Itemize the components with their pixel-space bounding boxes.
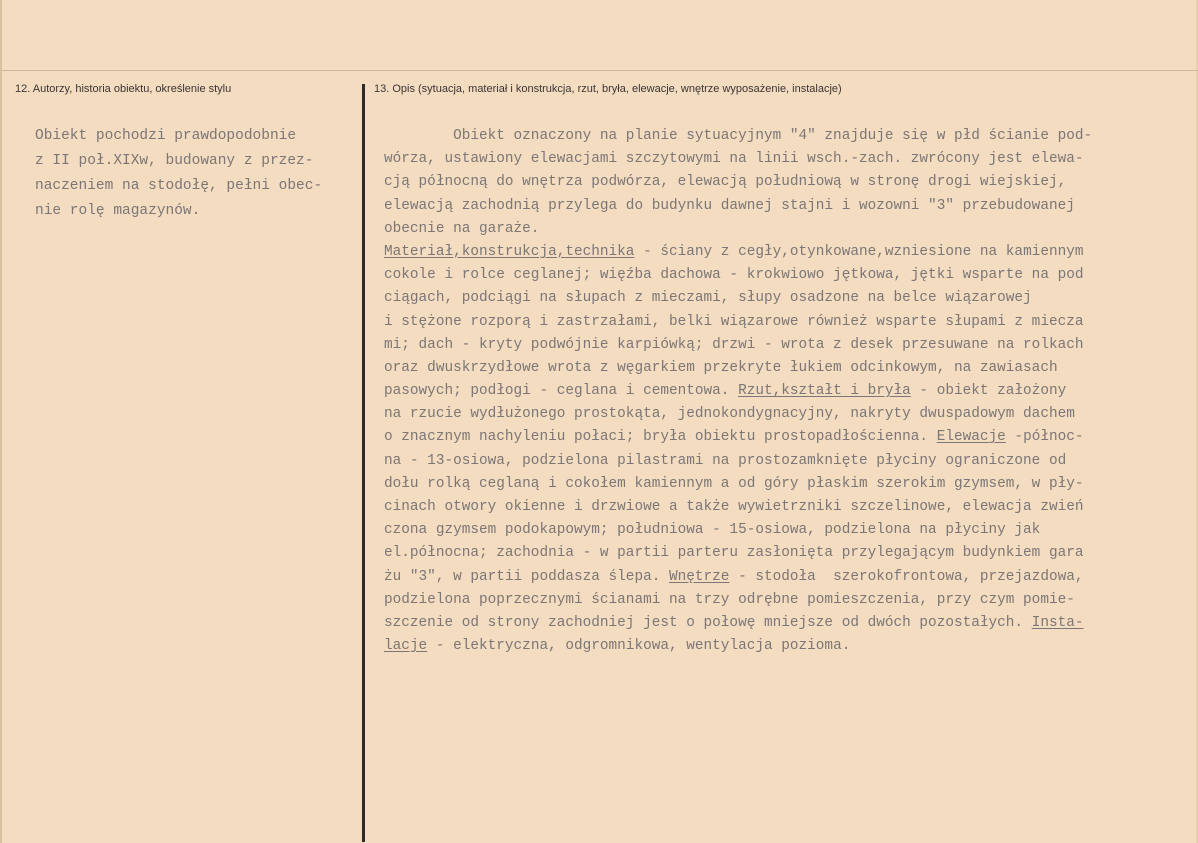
history-text-line: Obiekt pochodzi prawdopodobnie [35,128,297,144]
text-segment: szczenie od strony zachodniej jest o połowę mniejsze od dwóch pozostałych. [384,614,1032,631]
subsection-label: Insta- [1031,614,1084,631]
history-text-line: z II poł.XIXw, budowany z przez- [35,153,314,169]
text-segment: el.północna; zachodnia - w partii parteru zasłonięta przylegającym budynkiem gara [384,545,1084,562]
section-13-heading: 13. Opis (sytuacja, materiał i konstrukcja, rzut, bryła, elewacje, wnętrze wyposażenie, instalacje) [374,83,842,95]
text-segment: ciągach, podciągi na słupach z mieczami, słupy osadzone na belce wiązarowej [384,290,1032,307]
description-text-line [384,473,1092,496]
text-segment: - stodoła szerokofrontowa, przejazdowa, [729,568,1084,585]
description-text-line [384,357,1092,380]
text-segment: żu "3", w partii poddasza ślepa. [384,568,669,585]
text-segment: mi; dach - kryty podwójnie karpiówką; drzwi - wrota z desek przesuwane na rolkach [384,336,1084,353]
text-segment: na - 13-osiowa, podzielona pilastrami na prostozamknięte płyciny ograniczone od [384,452,1067,469]
description-text-line [384,426,1092,449]
text-segment: i stężone rozporą i zastrzałami, belki wiązarowe również wsparte słupami z miecza [384,313,1084,330]
description-text-line [384,635,1092,658]
history-text-line: nie rolę magazynów. [35,203,201,219]
section-12-heading: 12. Autorzy, historia obiektu, określenie stylu [15,83,232,95]
text-segment: o znacznym nachyleniu połaci; bryła obiektu prostopadłościenna. [384,429,937,446]
column-divider [362,84,365,842]
description-text-line [384,125,1092,148]
card-top-rule [2,70,1198,71]
text-segment: -północ- [1005,429,1084,446]
description-text-line [384,542,1092,565]
text-segment: oraz dwuskrzydłowe wrota z węgarkiem przekryte łukiem odcinkowym, na zawiasach [384,359,1058,376]
text-segment: pasowych; podłogi - ceglana i cementowa. [384,383,739,400]
description-text-line [384,287,1092,310]
description-text-line [384,334,1092,357]
description-text-line [384,403,1092,426]
text-segment: wórza, ustawiony elewacjami szczytowymi na linii wsch.-zach. zwrócony jest elewa- [384,151,1084,168]
text-segment: cinach otwory okienne i drzwiowe a także wywietrzniki szczelinowe, elewacja zwień [384,499,1084,515]
text-segment: Obiekt oznaczony na planie sytuacyjnym "4" znajduje się w płd ścianie pod- [384,128,1093,144]
description-text [384,125,1092,658]
history-text [35,124,322,224]
text-segment: dołu rolką ceglaną i cokołem kamiennym a od góry płaskim szerokim gzymsem, w pły- [384,475,1084,492]
description-text-line [384,264,1092,287]
text-segment: - ściany z cegły,otynkowane,wzniesione na kamiennym [634,243,1084,260]
description-text-line [384,450,1092,473]
text-segment: podzielona poprzecznymi ścianami na trzy odrębne pomieszczenia, przy czym pomie- [384,591,1075,608]
subsection-label: Materiał,konstrukcja,technika [384,243,635,260]
description-text-line [384,171,1092,194]
description-text-line [384,612,1092,635]
text-segment: na rzucie wydłużonego prostokąta, jednokondygnacyjny, nakryty dwuspadowym dachem [384,406,1075,423]
description-text-line [384,241,1092,264]
description-text-line [384,589,1092,612]
description-text-line [384,218,1092,241]
text-segment: obecnie na garaże. [384,220,540,237]
subsection-label: Rzut,kształt i bryła [738,383,911,400]
subsection-label: Elewacje [936,429,1006,446]
description-text-line [384,519,1092,542]
subsection-label: Wnętrze [668,568,730,585]
text-segment: czona gzymsem podokapowym; południowa - 15-osiowa, podzielona na płyciny jak [384,522,1041,539]
text-segment: - elektryczna, odgromnikowa, wentylacja pozioma. [427,638,851,655]
subsection-label: lacje [384,638,428,655]
description-text-line [384,148,1092,171]
description-text-line [384,566,1092,589]
description-text-line [384,380,1092,403]
text-segment: cją północną do wnętrza podwórza, elewacją południową w stronę drogi wiejskiej, [384,174,1067,191]
text-segment: cokole i rolce ceglanej; więźba dachowa - krokwiowo jętkowa, jętki wsparte na pod [384,267,1084,284]
history-text-line: naczeniem na stodołę, pełni obec- [35,178,323,194]
description-text-line [384,195,1092,218]
text-segment: - obiekt założony [910,383,1067,400]
description-text-line [384,496,1092,519]
description-text-line [384,311,1092,334]
text-segment: elewacją zachodnią przylega do budynku dawnej stajni i wozowni "3" przebudowanej [384,197,1075,214]
